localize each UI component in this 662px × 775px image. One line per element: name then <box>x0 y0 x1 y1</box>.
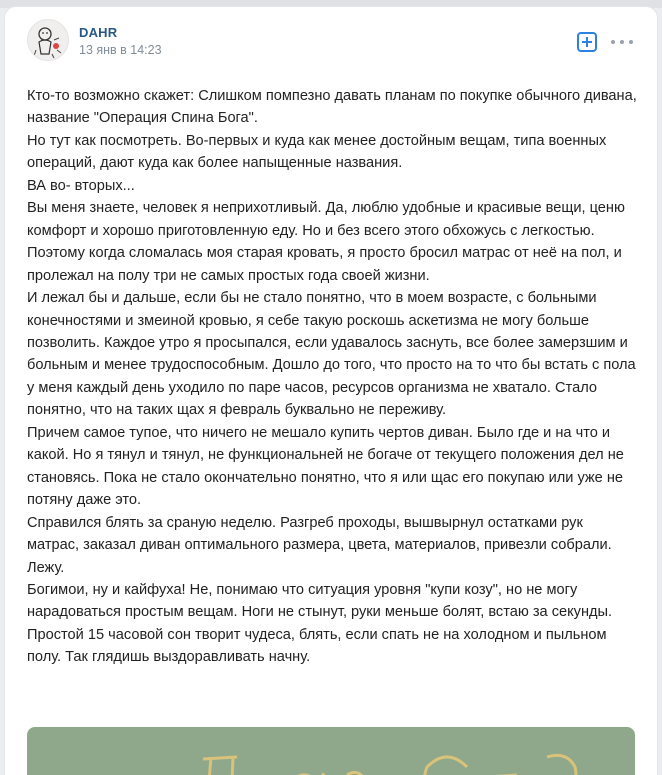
paragraph: И лежал бы и дальше, если бы не стало понятно, что в моем возрасте, с больными конечностями и змеиной кровью, я себе такую роскошь аскетизма не могу больше позволить. Каждое утро я просыпался, если удавалось заснуть, все более замерзшим и больным и менее трудоспособным. Дошло до того, что просто на то что бы встать с пола у меня каждый день уходило по паре часов, ресурсов организма не хватало. Стало понятно, что на таких щах я февраль буквально не переживу. <box>27 290 636 419</box>
paragraph: Справился блять за сраную неделю. Разгреб проходы, вышвырнул остатками рук матрас, заказал диван оптимального размера, цвета, материалов, привезли собрали. Лежу. <box>27 514 612 576</box>
post-text <box>27 85 639 669</box>
paragraph: Причем самое тупое, что ничего не мешало купить чертов диван. Было где и на что и какой. Но я тянул и тянул, не функциональней не богаче от текущего положения дел не становясь. Пока не стало окончательно понятно, что я или щас его покупаю или уже не потяну даже это. <box>27 424 624 509</box>
paragraph: Но тут как посмотреть. Во-первых и куда как менее достойным вещам, типа военных операций, дают куда как более напыщенные названия. <box>27 132 607 172</box>
avatar[interactable] <box>27 19 69 61</box>
paragraph: ВА во- вторых... <box>27 177 135 194</box>
paragraph: Богимои, ну и кайфуха! Не, понимаю что ситуация уровня "купи козу", но не могу нарадоваться простым вещам. Ноги не стынут, руки меньше болят, встаю за секунды. Простой 15 часовой сон творит чудеса, блять, если спать не на холодном и пыльном полу. Так глядишь выздоравливать начну. <box>27 581 613 666</box>
dot <box>629 40 633 44</box>
add-square-icon[interactable] <box>577 32 597 52</box>
paragraph: Поэтому когда сломалась моя старая кровать, я просто бросил матрас от неё на пол, и пролежал на полу три не самых простых года своей жизни. <box>27 245 622 284</box>
dot <box>611 40 615 44</box>
paragraph: Вы меня знаете, человек я неприхотливый. Да, люблю удобные и красивые вещи, ценю комфорт и хорошо приготовленную еду. Но и без всего этого обхожусь с легкостью. <box>27 200 625 239</box>
post-header <box>5 7 657 77</box>
post-date[interactable]: 13 янв в 14:23 <box>79 43 162 57</box>
post-card <box>4 6 658 775</box>
paragraph: Кто-то возможно скажет: Слишком помпезно давать планам по покупке обычного дивана, название "Операция Спина Бога". <box>27 88 637 127</box>
post-image[interactable] <box>27 727 635 775</box>
dot <box>620 40 624 44</box>
more-dots-icon[interactable] <box>611 34 633 50</box>
post-image-art <box>27 727 635 775</box>
doodle-avatar-icon <box>28 20 69 61</box>
author-name[interactable]: DAHR <box>79 25 118 40</box>
